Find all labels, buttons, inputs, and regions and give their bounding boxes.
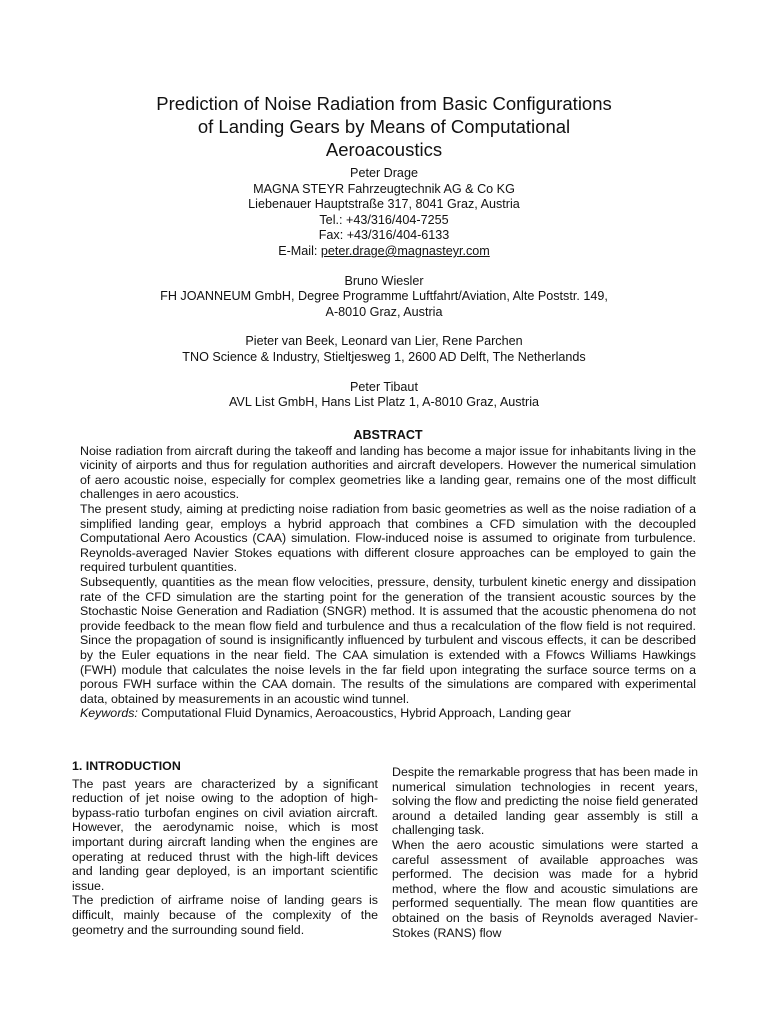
author-block-tno — [64, 334, 704, 365]
body-paragraph: Despite the remarkable progress that has been made in numerical simulation technologies in recent years, solving the flow and predicting the noise field generated around a detailed landing gear assembly is still a challenging task. — [392, 765, 698, 838]
abstract-paragraph: Noise radiation from aircraft during the takeoff and landing has become a major issue for inhabitants living in the vicinity of airports and thus for regulation authorities and aircraft developers. However the numerical simulation of aero acoustic noise, especially for complex geometries like a landing gear, remains one of the most difficult challenges in aero acoustics. — [80, 443, 696, 502]
keywords-text: Computational Fluid Dynamics, Aeroacoustics, Hybrid Approach, Landing gear — [137, 706, 572, 721]
paper-title — [84, 92, 684, 161]
keywords-line — [80, 706, 696, 721]
body-paragraph: The prediction of airframe noise of landing gears is difficult, mainly because of the complexity of the geometry and the surrounding sound field. — [72, 893, 378, 937]
author-name: Peter Drage — [350, 166, 418, 180]
title-line-2: of Landing Gears by Means of Computational — [197, 116, 571, 137]
author-phone: Tel.: +43/316/404-7255 — [319, 212, 449, 227]
title-line-1: Prediction of Noise Radiation from Basic Configurations — [156, 93, 612, 114]
intro-column-right — [392, 765, 698, 940]
author-address: A-8010 Graz, Austria — [325, 304, 443, 319]
email-label: E-Mail: — [278, 243, 321, 258]
author-block-tibaut — [64, 380, 704, 411]
author-address: Liebenauer Hauptstraße 317, 8041 Graz, Austria — [248, 197, 520, 212]
intro-column-left — [72, 759, 378, 937]
author-affiliation: FH JOANNEUM GmbH, Degree Programme Luftfahrt/Aviation, Alte Poststr. 149, — [160, 289, 608, 304]
author-block-wiesler — [64, 274, 704, 321]
abstract-heading: ABSTRACT — [353, 428, 423, 442]
abstract-paragraph: The present study, aiming at predicting noise radiation from basic geometries as well as the noise radiation of a simplified landing gear, employs a hybrid approach that combines a CFD simulation with the decoupled Computational Aero Acoustics (CAA) simulation. Flow-induced noise is assumed to originate from turbulence. Reynolds-averaged Navier Stokes equations with different closure approaches can be employed to gain the required turbulent quantities. — [80, 501, 696, 575]
author-email-line — [64, 244, 704, 260]
author-fax: Fax: +43/316/404-6133 — [318, 228, 450, 243]
author-affiliation: TNO Science & Industry, Stieltjesweg 1, 2600 AD Delft, The Netherlands — [182, 349, 586, 364]
email-link[interactable]: peter.drage@magnasteyr.com — [320, 243, 490, 258]
author-name: Bruno Wiesler — [344, 273, 424, 288]
author-name: Pieter van Beek, Leonard van Lier, Rene Parchen — [245, 334, 523, 349]
keywords-label: Keywords: — [80, 706, 138, 721]
author-affiliation: AVL List GmbH, Hans List Platz 1, A-8010 Graz, Austria — [228, 395, 540, 410]
author-list — [64, 166, 704, 425]
author-affiliation: MAGNA STEYR Fahrzeugtechnik AG & Co KG — [253, 181, 515, 196]
body-paragraph: The past years are characterized by a significant reduction of jet noise owing to the adoption of high-bypass-ratio turbofan engines on civil aviation aircraft. However, the aerodynamic noise, which is most important during aircraft landing when the engines are operating at reduced thrust with the high-lift devices and landing gear deployed, is an important scientific issue. — [72, 776, 378, 893]
author-name: Peter Tibaut — [350, 379, 418, 394]
abstract-paragraph: Subsequently, quantities as the mean flow velocities, pressure, density, turbulent kinetic energy and dissipation rate of the CFD simulation are the starting point for the generation of the transient acoustic sources by the Stochastic Noise Generation and Radiation (SNGR) method. It is assumed that the acoustic phenomena do not provide feedback to the mean flow field and turbulence and thus a recalculation of the flow field is not required. Since the propagation of sound is insignificantly influenced by turbulent and viscous effects, it can be described by the Euler equations in the near field. The CAA simulation is extended with a Ffowcs Williams Hawkings (FWH) module that calculates the noise levels in the far field upon integrating the surface source terms on a porous FWH surface within the CAA domain. The results of the simulations are compared with experimental data, obtained by measurements in an acoustic wind tunnel. — [80, 574, 696, 706]
title-line-3: Aeroacoustics — [325, 139, 443, 160]
author-block-drage — [64, 166, 704, 260]
abstract-section — [80, 428, 696, 721]
body-paragraph: When the aero acoustic simulations were started a careful assessment of available approaches was performed. The decision was made for a hybrid method, where the flow and acoustic simulations are performed sequentially. The mean flow quantities are obtained on the basis of Reynolds averaged Navier-Stokes (RANS) flow — [392, 837, 698, 940]
section-heading-introduction: 1. INTRODUCTION — [72, 759, 181, 773]
